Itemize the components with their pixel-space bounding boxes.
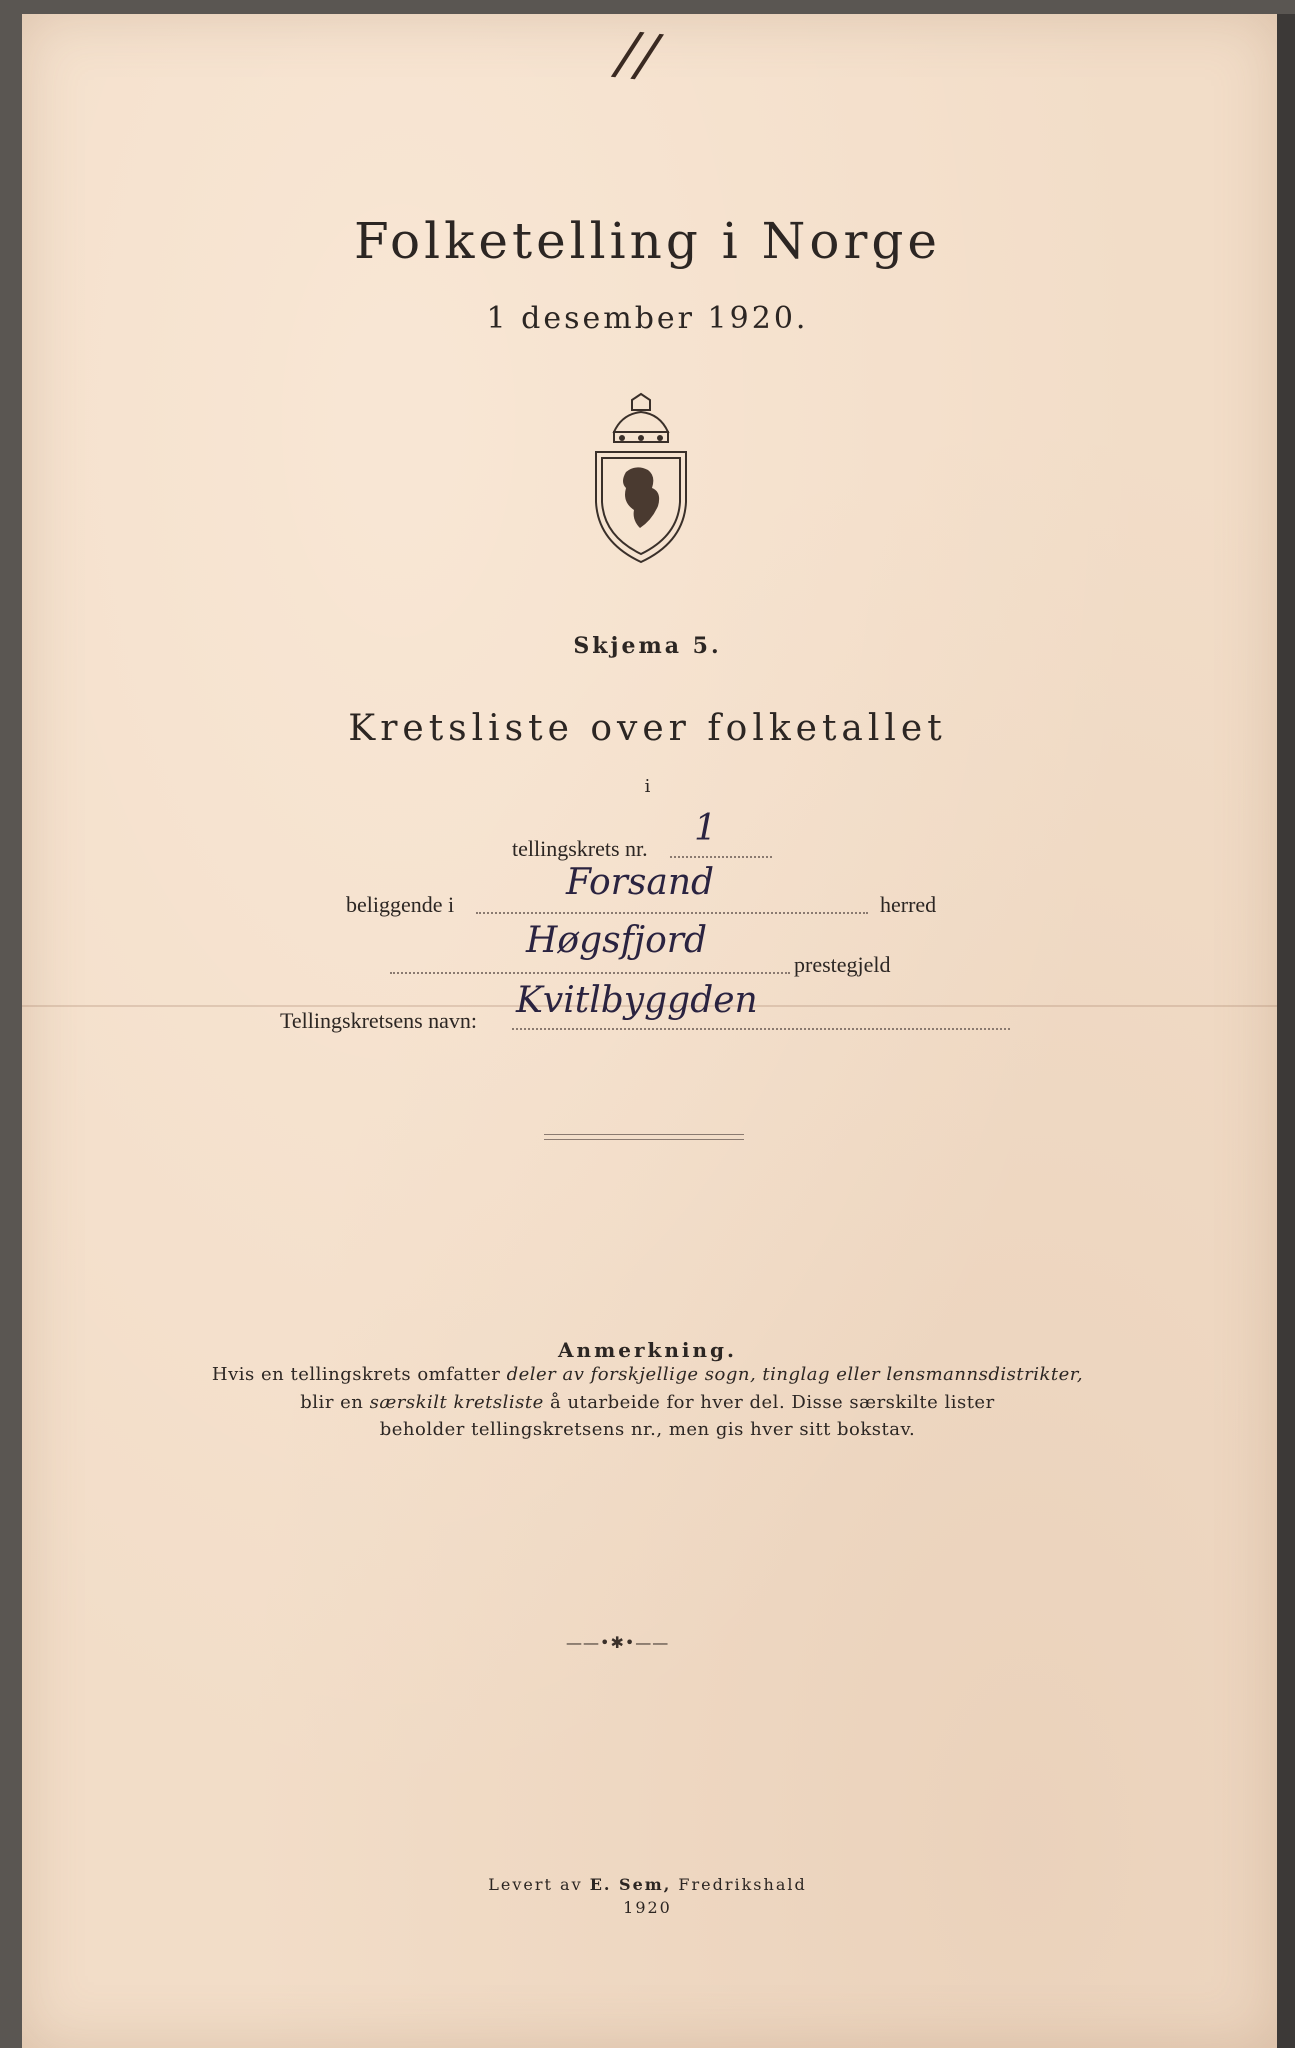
- note-title: Anmerkning.: [558, 1338, 737, 1362]
- printer-year: 1920: [623, 1898, 672, 1917]
- navn-line: [512, 1028, 1010, 1030]
- herred-suffix: herred: [880, 892, 937, 917]
- prestegjeld-suffix: prestegjeld: [794, 952, 891, 977]
- krets-value[interactable]: 1: [694, 808, 717, 849]
- herred-line: [476, 912, 868, 914]
- note-line-1: Hvis en tellingskrets omfatter deler av forskjellige sogn, tinglag eller lensmannsdistrikter,: [211, 1364, 1084, 1385]
- coat-of-arms-icon: [592, 392, 690, 564]
- page-title: Folketelling i Norge: [354, 212, 941, 270]
- herred-prefix: beliggende i: [346, 892, 455, 917]
- preposition: i: [644, 776, 651, 797]
- census-date: 1 desember 1920.: [486, 301, 809, 336]
- navn-label: Tellingskretsens navn:: [280, 1008, 478, 1033]
- ornament-divider: ——•✱•——: [566, 1633, 670, 1652]
- form-heading: Kretsliste over folketallet: [348, 708, 947, 749]
- krets-line: [670, 856, 772, 858]
- prestegjeld-value[interactable]: Høgsfjord: [526, 920, 708, 961]
- handwritten-mark: //: [614, 18, 661, 90]
- herred-value[interactable]: Forsand: [566, 862, 715, 903]
- printer-line: Levert av E. Sem, Fredrikshald: [488, 1875, 807, 1894]
- prestegjeld-line: [390, 972, 790, 974]
- navn-value[interactable]: Kvitlbyggden: [516, 980, 758, 1021]
- note-line-2: blir en særskilt kretsliste å utarbeide for hver del. Disse særskilte lister: [300, 1392, 995, 1413]
- note-line-3: beholder tellingskretsens nr., men gis hver sitt bokstav.: [379, 1419, 916, 1440]
- krets-label: tellingskrets nr.: [512, 836, 648, 861]
- divider: [544, 1134, 744, 1140]
- schema-number: Skjema 5.: [573, 633, 722, 659]
